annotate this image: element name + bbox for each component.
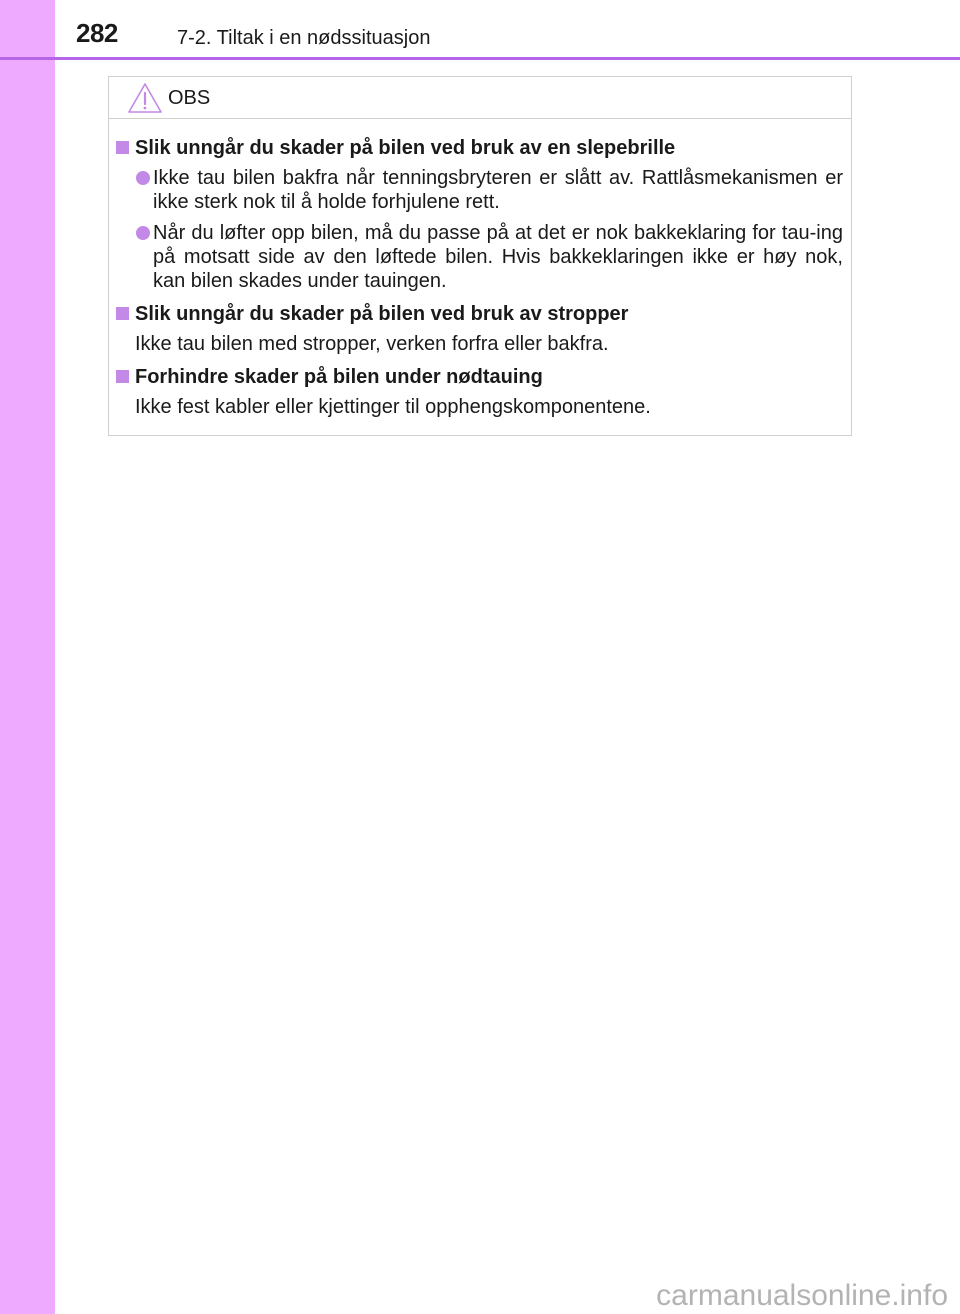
- bullet-item: [116, 166, 843, 214]
- notice-body: [109, 119, 851, 419]
- round-bullet-icon: [136, 171, 150, 185]
- warning-triangle-icon: [127, 82, 163, 114]
- bullet-text: Ikke tau bilen bakfra når tenningsbryteren er slått av. Rattlåsmekanismen er ikke sterk nok til å holde forhjulene rett.: [153, 167, 843, 213]
- section-text: Ikke fest kabler eller kjettinger til opphengskomponentene.: [135, 396, 651, 418]
- square-bullet-icon: [116, 370, 129, 383]
- section-heading: [116, 363, 843, 391]
- page-header: [0, 0, 960, 60]
- notice-section: [116, 300, 843, 356]
- section-heading-text: Slik unngår du skader på bilen ved bruk av stropper: [135, 303, 629, 325]
- notice-header: [109, 77, 851, 119]
- square-bullet-icon: [116, 307, 129, 320]
- page-number: 282: [76, 18, 118, 48]
- section-heading-text: Forhindre skader på bilen under nødtauing: [135, 366, 543, 388]
- round-bullet-icon: [136, 226, 150, 240]
- section-heading: [116, 134, 843, 162]
- notice-box: [108, 76, 852, 436]
- section-heading: [116, 300, 843, 328]
- side-color-strip: [0, 0, 55, 1314]
- watermark-text: carmanualsonline.info: [656, 1279, 948, 1312]
- notice-section: [116, 363, 843, 419]
- notice-section: [116, 134, 843, 293]
- section-text: Ikke tau bilen med stropper, verken forfra eller bakfra.: [135, 333, 609, 355]
- section-title: 7-2. Tiltak i en nødssituasjon: [177, 27, 431, 49]
- notice-label: OBS: [168, 87, 211, 109]
- section-heading-text: Slik unngår du skader på bilen ved bruk av en slepebrille: [135, 137, 676, 159]
- header-divider: [0, 57, 960, 60]
- bullet-text: Når du løfter opp bilen, må du passe på at det er nok bakkeklaring for tau-ing på motsatt side av den løftede bilen. Hvis bakkeklaringen ikke er høy nok, kan bilen skades under tauingen.: [153, 222, 843, 292]
- bullet-item: [116, 221, 843, 293]
- square-bullet-icon: [116, 141, 129, 154]
